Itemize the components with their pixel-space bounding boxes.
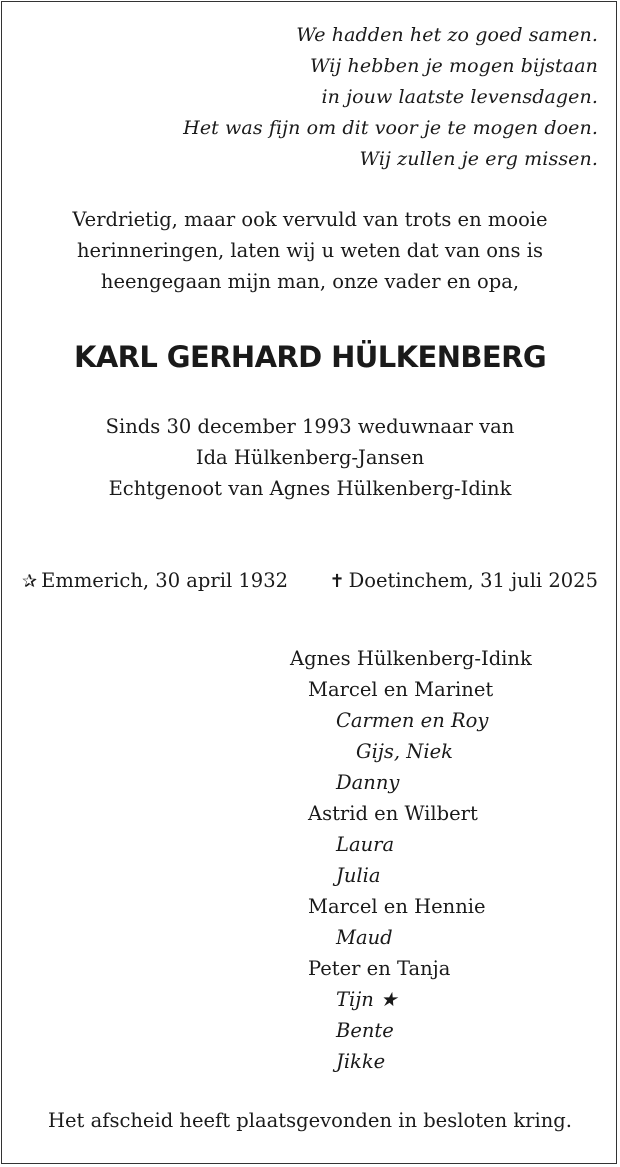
- birth-text: Emmerich, 30 april 1932: [41, 569, 289, 592]
- family-member: [0, 767, 620, 798]
- family-member-name: Agnes Hülkenberg-Idink: [290, 647, 532, 670]
- family-member: [0, 829, 620, 860]
- family-member: [0, 860, 620, 891]
- poem-line: Wij zullen je erg missen.: [359, 148, 598, 170]
- birth-star-icon: ✰: [22, 571, 38, 592]
- family-member-name: Gijs, Niek: [356, 740, 453, 763]
- intro-line: heengegaan mijn man, onze vader en opa,: [100, 270, 520, 293]
- family-member-name: Marcel en Marinet: [308, 678, 494, 701]
- intro-line: Verdrietig, maar ook vervuld van trots en mooie: [72, 208, 548, 231]
- death-cross-icon: ✝: [329, 571, 345, 592]
- family-member-name: Bente: [336, 1019, 394, 1042]
- spouse-line: Sinds 30 december 1993 weduwnaar van: [105, 415, 515, 438]
- family-member: [0, 922, 620, 953]
- poem-line: Wij hebben je mogen bijstaan: [309, 55, 598, 77]
- family-member-name: Astrid en Wilbert: [308, 802, 478, 825]
- closing-text: Het afscheid heeft plaatsgevonden in besloten kring.: [48, 1109, 572, 1132]
- poem-line: in jouw laatste levensdagen.: [321, 86, 598, 108]
- family-member-name: Julia: [336, 864, 381, 887]
- family-member: [0, 798, 620, 829]
- spouse-line: Ida Hülkenberg-Jansen: [195, 446, 425, 469]
- death-info: [330, 565, 598, 597]
- deceased-name: KARL GERHARD HÜLKENBERG: [73, 340, 547, 374]
- family-member: [0, 891, 620, 922]
- death-text: Doetinchem, 31 juli 2025: [348, 569, 598, 592]
- family-member-name: Maud: [336, 926, 393, 949]
- family-list: [0, 643, 620, 1077]
- poem-line: We hadden het zo goed samen.: [296, 24, 598, 46]
- family-member: [0, 643, 620, 674]
- family-member-name: Laura: [336, 833, 395, 856]
- spouse-line: Echtgenoot van Agnes Hülkenberg-Idink: [108, 477, 512, 500]
- poem-block: [183, 20, 598, 175]
- family-member: [0, 674, 620, 705]
- family-member: [0, 1046, 620, 1077]
- birth-info: [22, 565, 288, 597]
- family-member-name: Marcel en Hennie: [308, 895, 486, 918]
- family-member-name: Peter en Tanja: [308, 957, 451, 980]
- family-member-name: Danny: [336, 771, 400, 794]
- poem-line: Het was fijn om dit voor je te mogen doen.: [183, 117, 598, 139]
- family-member-name: Tijn ★: [336, 988, 398, 1011]
- family-member: [0, 1015, 620, 1046]
- family-member-name: Jikke: [336, 1050, 386, 1073]
- family-member-name: Carmen en Roy: [336, 709, 489, 732]
- family-member: [0, 984, 620, 1015]
- intro-text: [0, 204, 620, 297]
- family-member: [0, 705, 620, 736]
- family-member: [0, 953, 620, 984]
- family-member: [0, 736, 620, 767]
- spouse-info: [0, 411, 620, 504]
- intro-line: herinneringen, laten wij u weten dat van ons is: [77, 239, 543, 262]
